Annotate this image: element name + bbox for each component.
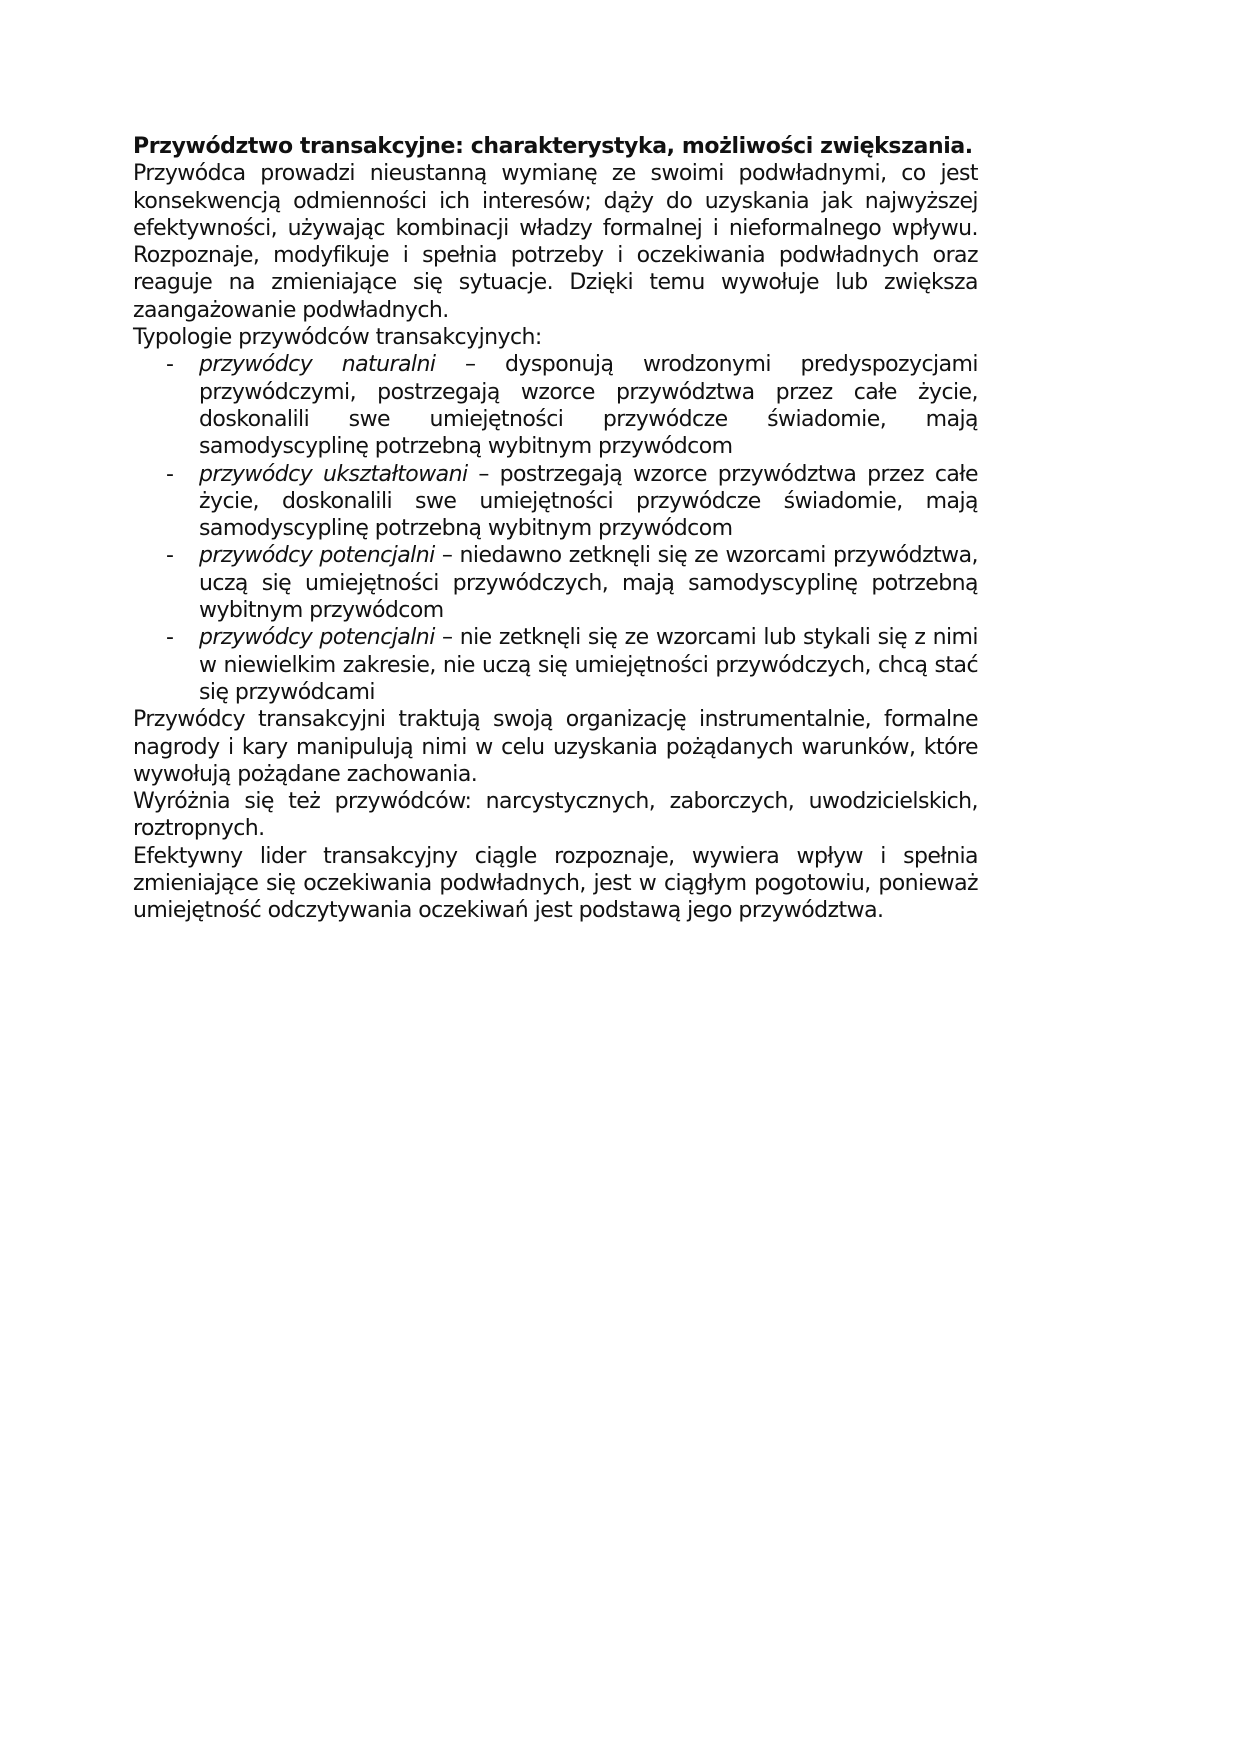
dash-bullet-icon: - <box>166 543 174 569</box>
other-types-paragraph: Wyróżnia się też przywódców: narcystycznych, zaborczych, uwodzicielskich, roztropnych. <box>133 789 978 842</box>
type-term: przywódcy ukształtowani <box>199 461 468 487</box>
type-description: – dysponują wrodzonymi predyspozycjami przywódczymi, postrzegają wzorce przywództwa przez całe życie, doskonalili swe umiejętności przywódcze świadomie, mają samodyscyplinę potrzebną wybitnym przywódcom <box>199 352 978 460</box>
dash-bullet-icon: - <box>166 461 174 487</box>
type-term: przywódcy potencjalni <box>199 625 435 651</box>
list-item <box>133 351 978 460</box>
list-item <box>133 461 978 543</box>
type-term: przywódcy potencjalni <box>199 543 435 569</box>
document-title: Przywództwo transakcyjne: charakterystyka, możliwości zwiększania. <box>133 134 973 159</box>
type-description: – niedawno zetknęli się ze wzorcami przywództwa, uczą się umiejętności przywódczych, mają samodyscyplinę potrzebną wybitnym przywódcom <box>199 543 978 624</box>
list-item <box>133 624 978 706</box>
type-term: przywódcy naturalni <box>199 352 436 378</box>
type-description: – nie zetknęli się ze wzorcami lub stykali się z nimi w niewielkim zakresie, nie uczą się umiejętności przywódczych, chcą stać się przywódcami <box>199 625 978 705</box>
instrumental-paragraph: Przywódcy transakcyjni traktują swoją organizację instrumentalnie, formalne nagrody i kary manipulują nimi w celu uzyskania pożądanych warunków, które wywołują pożądane zachowania. <box>133 707 978 787</box>
typology-heading: Typologie przywódców transakcyjnych: <box>133 325 542 351</box>
dash-bullet-icon: - <box>166 625 174 651</box>
effective-leader-paragraph: Efektywny lider transakcyjny ciągle rozpoznaje, wywiera wpływ i spełnia zmieniające się oczekiwania podwładnych, jest w ciągłym pogotowiu, ponieważ umiejętność odczytywania oczekiwań jest podstawą jego przywództwa. <box>133 843 978 924</box>
typology-list <box>133 351 978 706</box>
type-description: – postrzegają wzorce przywództwa przez całe życie, doskonalili swe umiejętności przywódcze świadomie, mają samodyscyplinę potrzebną wybitnym przywódcom <box>199 461 978 542</box>
dash-bullet-icon: - <box>166 352 174 378</box>
document-page <box>133 133 978 925</box>
intro-paragraph: Przywódca prowadzi nieustanną wymianę ze swoimi podwładnymi, co jest konsekwencją odmienności ich interesów; dąży do uzyskania jak najwyższej efektywności, używając kombinacji władzy formalnej i nieformalnego wpływu. Rozpoznaje, modyfikuje i spełnia potrzeby i oczekiwania podwładnych oraz reaguje na zmieniające się sytuacje. Dzięki temu wywołuje lub zwiększa zaangażowanie podwładnych. <box>133 161 978 323</box>
list-item <box>133 542 978 624</box>
